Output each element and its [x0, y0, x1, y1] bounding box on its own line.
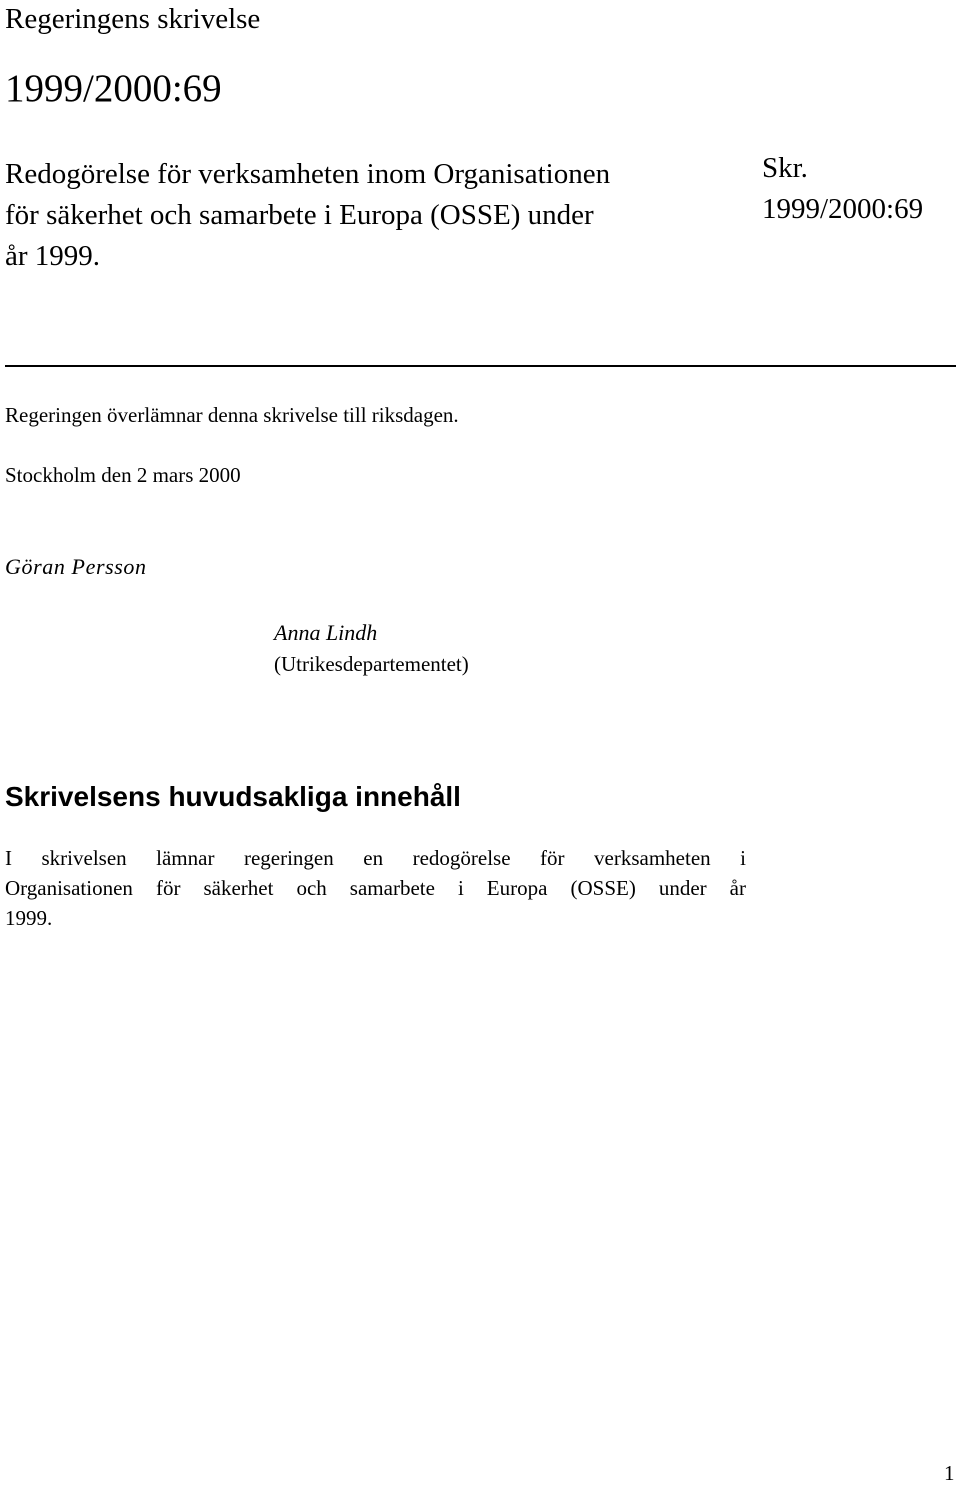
- summary-line: I skrivelsen lämnar regeringen en redogörelse för verksamheten i: [5, 846, 746, 870]
- document-number: 1999/2000:69: [5, 67, 222, 110]
- summary-line: 1999.: [5, 906, 53, 930]
- document-title-line: Redogörelse för verksamheten inom Organisationen: [5, 158, 611, 190]
- signature-department: (Utrikesdepartementet): [274, 652, 469, 676]
- document-title: [5, 154, 745, 277]
- header-divider: [5, 365, 956, 367]
- page-number: 1: [944, 1461, 955, 1485]
- signature-minister: Anna Lindh: [274, 620, 378, 645]
- document-type: Regeringens skrivelse: [5, 3, 261, 35]
- summary-body: [5, 843, 746, 933]
- document-title-line: för säkerhet och samarbete i Europa (OSSE) under: [5, 199, 594, 231]
- handover-statement: Regeringen överlämnar denna skrivelse till riksdagen.: [5, 403, 459, 427]
- document-title-line: år 1999.: [5, 240, 101, 272]
- summary-heading: Skrivelsens huvudsakliga innehåll: [5, 781, 461, 812]
- side-reference-number: 1999/2000:69: [762, 193, 924, 225]
- summary-line: Organisationen för säkerhet och samarbete i Europa (OSSE) under år: [5, 876, 746, 900]
- signature-prime-minister: Göran Persson: [5, 554, 147, 579]
- side-reference-label: Skr.: [762, 152, 808, 184]
- place-and-date: Stockholm den 2 mars 2000: [5, 463, 241, 487]
